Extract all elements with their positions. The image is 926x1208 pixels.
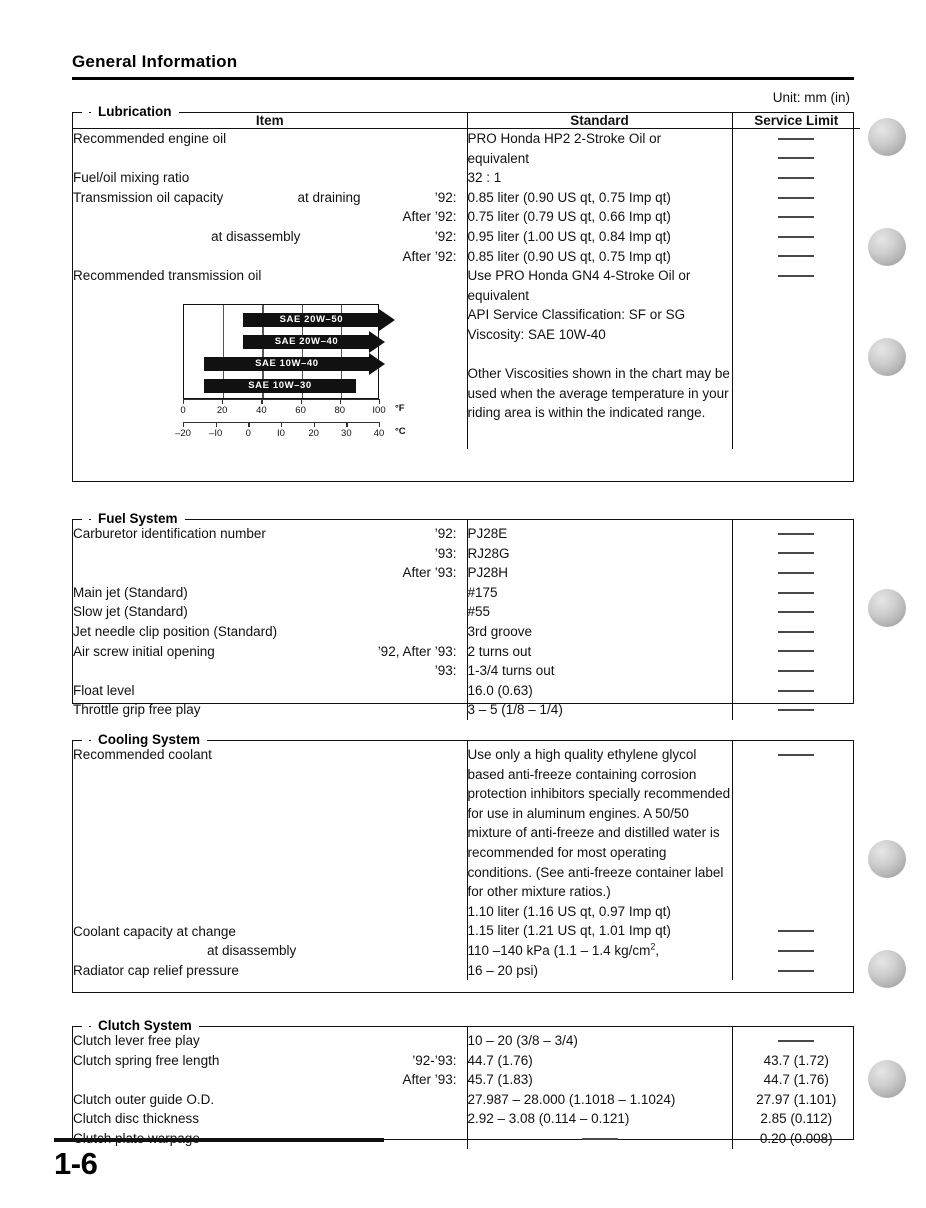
item-row xyxy=(73,266,467,286)
item-year: ’93: xyxy=(434,545,457,561)
axis-tick xyxy=(248,422,249,427)
fuel-system-table xyxy=(72,511,854,718)
axis-tick-label: 20 xyxy=(308,427,319,439)
axis-tick-label: 60 xyxy=(295,404,306,416)
item-label: Float level xyxy=(73,682,135,698)
cooling-system-table xyxy=(72,732,854,993)
item-label: Transmission oil capacity xyxy=(73,189,224,205)
no-value-dash xyxy=(733,622,861,642)
no-value-dash xyxy=(733,941,861,961)
item-label: Slow jet (Standard) xyxy=(73,604,188,620)
standard-value: #175 xyxy=(467,584,498,600)
axis-tick xyxy=(281,422,282,427)
service-limit-value: 2.85 (0.112) xyxy=(760,1111,833,1127)
standard-value: equivalent xyxy=(467,287,530,303)
standard-value: 32 : 1 xyxy=(467,170,502,186)
item-row xyxy=(73,622,467,642)
axis-tick-label: 0 xyxy=(245,427,251,439)
clutch-system-legend: Clutch System xyxy=(91,1018,199,1033)
axis-tick-label: 20 xyxy=(216,404,228,416)
item-label: Carburetor identification number xyxy=(73,526,266,541)
standard-value: Viscosity: SAE 10W-40 xyxy=(467,326,606,342)
standard-value: #55 xyxy=(467,604,491,620)
item-row xyxy=(73,681,467,701)
item-year: ’93: xyxy=(434,663,457,679)
axis-tick-label: 40 xyxy=(373,427,385,439)
no-value-dash xyxy=(733,129,861,149)
item-row xyxy=(73,1090,467,1110)
column-header-item: Item xyxy=(73,113,467,129)
footer-rule xyxy=(54,1138,384,1142)
pressure-superscript: 2 xyxy=(650,941,656,952)
item-row xyxy=(73,168,467,188)
axis-tick xyxy=(222,399,223,404)
lubrication-table xyxy=(72,104,854,482)
axis-tick-label: 40 xyxy=(256,404,267,416)
standard-cell xyxy=(467,520,732,720)
item-label-coolant-capacity-disassembly: at disassembly xyxy=(207,943,297,959)
axis-tick xyxy=(183,422,184,427)
item-row xyxy=(73,149,467,169)
no-value-dash xyxy=(733,700,861,720)
standard-value: 1-3/4 turns out xyxy=(467,663,555,679)
item-row xyxy=(73,563,467,583)
viscosity-bar xyxy=(204,357,371,371)
standard-value: PRO Honda HP2 2-Stroke Oil or xyxy=(467,131,662,146)
standard-value: 3rd groove xyxy=(467,623,533,639)
standard-cell xyxy=(467,741,732,980)
item-row xyxy=(73,661,467,681)
item-label: Jet needle clip position (Standard) xyxy=(73,623,278,639)
item-label: Recommended transmission oil xyxy=(73,268,262,284)
item-label: Clutch lever free play xyxy=(73,1033,200,1048)
item-label-radiator-cap-pressure: Radiator cap relief pressure xyxy=(73,962,239,978)
item-label xyxy=(73,149,77,169)
item-row xyxy=(73,188,467,208)
oil-viscosity-chart xyxy=(173,304,423,439)
item-label-recommended-coolant: Recommended coolant xyxy=(73,747,212,762)
item-row xyxy=(73,602,467,622)
unit-note: Unit: mm (in) xyxy=(772,90,850,105)
no-value-dash xyxy=(733,524,861,544)
axis-tick-label: 80 xyxy=(334,404,346,416)
item-year: After ’92: xyxy=(402,209,457,225)
page-header xyxy=(72,52,854,80)
service-limit-value: 44.7 (1.76) xyxy=(763,1072,829,1088)
item-label: Recommended engine oil xyxy=(73,131,227,146)
item-row xyxy=(73,583,467,603)
no-value-dash xyxy=(733,922,861,942)
service-limit-cell xyxy=(732,741,860,980)
item-label: Throttle grip free play xyxy=(73,702,201,718)
service-limit-value: 43.7 (1.72) xyxy=(763,1052,829,1068)
item-label-coolant-capacity-change: Coolant capacity at change xyxy=(73,923,236,939)
viscosity-bar xyxy=(204,379,357,393)
section-tab-marker xyxy=(868,950,906,988)
viscosity-bar xyxy=(243,335,370,349)
item-qualifier: at disassembly xyxy=(211,228,301,244)
service-limit-cell xyxy=(732,520,860,720)
section-tab-marker xyxy=(868,228,906,266)
standard-value: 2 turns out xyxy=(467,643,532,659)
axis-tick xyxy=(301,399,302,404)
axis-tick xyxy=(346,422,347,427)
item-row xyxy=(73,227,467,247)
viscosity-bar-label: SAE 10W–30 xyxy=(248,380,312,392)
axis-tick-label: –I0 xyxy=(209,427,223,439)
item-qualifier: at draining xyxy=(297,189,361,205)
item-label xyxy=(73,1070,77,1090)
item-label: Clutch outer guide O.D. xyxy=(73,1091,215,1107)
lubrication-legend: Lubrication xyxy=(91,104,179,119)
standard-value: 0.85 liter (0.90 US qt, 0.75 Imp qt) xyxy=(467,248,671,264)
item-year: ’92: xyxy=(434,189,457,205)
standard-value: 0.95 liter (1.00 US qt, 0.84 Imp qt) xyxy=(467,228,671,244)
service-limit-value: 27.97 (1.101) xyxy=(756,1091,837,1107)
viscosity-bar xyxy=(243,313,380,327)
standard-value: API Service Classification: SF or SG xyxy=(467,307,686,323)
coolant-capacity-change-value: 1.10 liter (1.16 US qt, 0.97 Imp qt) xyxy=(467,903,671,919)
table-body-row xyxy=(73,129,860,449)
standard-value: PJ28H xyxy=(467,565,509,581)
item-row xyxy=(73,1051,467,1071)
spacer xyxy=(733,765,861,922)
axis-unit-label: °C xyxy=(395,425,406,437)
item-row xyxy=(73,642,467,662)
chart-plot-area xyxy=(183,304,379,399)
header-rule xyxy=(72,77,854,80)
no-value-dash xyxy=(733,544,861,564)
item-label: Clutch disc thickness xyxy=(73,1111,200,1127)
page-title: General Information xyxy=(72,52,238,71)
item-row xyxy=(73,1070,467,1090)
axis-tick xyxy=(314,422,315,427)
item-cell xyxy=(73,1027,467,1149)
service-limit-cell xyxy=(732,1027,860,1149)
viscosity-bar-label: SAE 20W–40 xyxy=(274,336,339,348)
standard-value: 45.7 (1.83) xyxy=(467,1072,533,1088)
item-label: Fuel/oil mixing ratio xyxy=(73,170,190,186)
item-row xyxy=(73,129,467,149)
standard-value: RJ28G xyxy=(467,545,510,561)
no-value-dash xyxy=(733,266,861,286)
item-row xyxy=(73,207,467,227)
section-tab-marker xyxy=(868,840,906,878)
column-header-service-limit: Service Limit xyxy=(732,113,860,129)
no-value-dash xyxy=(733,563,861,583)
item-label xyxy=(73,247,77,267)
item-row xyxy=(73,700,467,720)
no-value-dash xyxy=(733,227,861,247)
standard-note: Other Viscosities shown in the chart may be used when the average temperature in your riding area is within the indicated range. xyxy=(467,366,730,421)
no-value-dash xyxy=(733,961,861,981)
item-year: After ’93: xyxy=(402,565,457,581)
item-cell xyxy=(73,520,467,720)
axis-tick xyxy=(379,422,380,427)
standard-value xyxy=(468,1129,732,1149)
item-year: ’92: xyxy=(434,526,457,541)
page-number: 1-6 xyxy=(54,1146,98,1181)
item-year: ’92: xyxy=(434,228,457,244)
no-value-dash xyxy=(733,168,861,188)
viscosity-bar-label: SAE 10W–40 xyxy=(255,358,319,370)
standard-value: 2.92 – 3.08 (0.114 – 0.121) xyxy=(467,1111,630,1127)
legend-notch xyxy=(82,518,89,520)
viscosity-bar-label: SAE 20W–50 xyxy=(279,314,344,326)
item-row xyxy=(73,1031,467,1051)
item-label xyxy=(73,207,77,227)
item-cell xyxy=(73,129,467,449)
axis-tick xyxy=(379,399,380,404)
standard-cell xyxy=(467,129,732,449)
coolant-description: Use only a high quality ethylene glycol based anti-freeze containing corrosion protection inhibitors specially recommended for use in aluminum engines. A 50/50 mixture of anti-freeze and distilled water is recommended for most operating conditions. (See anti-freeze container label for other mixture ratios.) xyxy=(467,747,731,900)
item-label xyxy=(73,661,77,681)
standard-value: 44.7 (1.76) xyxy=(467,1052,533,1068)
standard-value: 0.85 liter (0.90 US qt, 0.75 Imp qt) xyxy=(467,189,671,205)
section-tab-marker xyxy=(868,118,906,156)
no-value-dash xyxy=(733,642,861,662)
item-cell xyxy=(73,741,467,980)
item-row xyxy=(73,1109,467,1129)
standard-value: 16.0 (0.63) xyxy=(467,682,533,698)
no-value-dash xyxy=(733,1031,861,1051)
section-tab-marker xyxy=(868,1060,906,1098)
legend-notch xyxy=(82,739,89,741)
radiator-cap-pressure-value-psi: 16 – 20 psi) xyxy=(467,962,539,978)
no-value-dash xyxy=(733,149,861,169)
standard-value: 10 – 20 (3/8 – 3/4) xyxy=(467,1033,578,1048)
item-row xyxy=(73,524,467,544)
standard-cell xyxy=(467,1027,732,1149)
axis-tick-label: I00 xyxy=(372,404,386,416)
no-value-dash xyxy=(733,681,861,701)
axis-tick xyxy=(340,399,341,404)
service-limit-value xyxy=(733,1031,861,1051)
no-value-dash xyxy=(733,207,861,227)
axis-tick-label: –20 xyxy=(175,427,191,439)
item-year: After ’92: xyxy=(402,248,457,264)
item-row xyxy=(73,544,467,564)
section-tab-marker xyxy=(868,338,906,376)
fuel-system-legend: Fuel System xyxy=(91,511,185,526)
item-label: Air screw initial opening xyxy=(73,643,215,659)
legend-notch xyxy=(82,111,89,113)
service-limit-cell xyxy=(732,129,860,449)
axis-unit-label: °F xyxy=(395,402,405,414)
table-body-row xyxy=(73,741,860,980)
pressure-comma: , xyxy=(655,942,660,958)
legend-notch xyxy=(82,1025,89,1027)
item-year: ’92, After ’93: xyxy=(377,643,457,659)
standard-value: 27.987 – 28.000 (1.1018 – 1.1024) xyxy=(467,1091,676,1107)
no-value-dash xyxy=(733,661,861,681)
item-row xyxy=(73,247,467,267)
column-header-standard: Standard xyxy=(467,113,732,129)
no-value-dash xyxy=(733,188,861,208)
item-year: After ’93: xyxy=(402,1072,457,1088)
standard-value: 0.75 liter (0.79 US qt, 0.66 Imp qt) xyxy=(467,209,671,225)
axis-tick xyxy=(216,422,217,427)
item-year: ’92-’93: xyxy=(412,1052,457,1068)
no-value-dash xyxy=(468,1129,732,1149)
axis-tick xyxy=(261,399,262,404)
pressure-text: 110 –140 kPa (1.1 – 1.4 kg/cm xyxy=(467,942,651,958)
no-value-dash xyxy=(733,583,861,603)
axis-tick-label: I0 xyxy=(277,427,285,439)
axis-tick xyxy=(183,399,184,404)
axis-tick-label: 0 xyxy=(180,404,186,416)
clutch-system-table xyxy=(72,1018,854,1146)
standard-value: equivalent xyxy=(467,150,530,166)
coolant-capacity-disassembly-value: 1.15 liter (1.21 US qt, 1.01 Imp qt) xyxy=(467,923,671,939)
table-body-row xyxy=(73,520,860,720)
no-value-dash xyxy=(733,602,861,622)
item-label: Main jet (Standard) xyxy=(73,584,188,600)
standard-value: PJ28E xyxy=(467,526,508,541)
no-value-dash xyxy=(733,247,861,267)
item-label: Clutch spring free length xyxy=(73,1052,220,1068)
radiator-cap-pressure-value xyxy=(468,941,732,961)
axis-line xyxy=(183,399,379,400)
cooling-system-legend: Cooling System xyxy=(91,732,207,747)
viscosity-bar-arrowhead xyxy=(369,331,385,353)
section-tab-marker xyxy=(868,589,906,627)
viscosity-bar-arrowhead xyxy=(369,353,385,375)
no-value-dash xyxy=(733,745,861,765)
standard-value: 3 – 5 (1/8 – 1/4) xyxy=(467,702,563,718)
page-footer xyxy=(54,1138,394,1182)
axis-tick-label: 30 xyxy=(341,427,352,439)
item-label xyxy=(73,563,77,583)
table-header-row xyxy=(73,113,860,129)
table-body-row xyxy=(73,1027,860,1149)
service-limit-value: 0.20 (0.008) xyxy=(759,1130,833,1146)
item-label xyxy=(73,544,77,564)
standard-value: Use PRO Honda GN4 4-Stroke Oil or xyxy=(467,268,691,284)
viscosity-bar-arrowhead xyxy=(379,309,395,331)
